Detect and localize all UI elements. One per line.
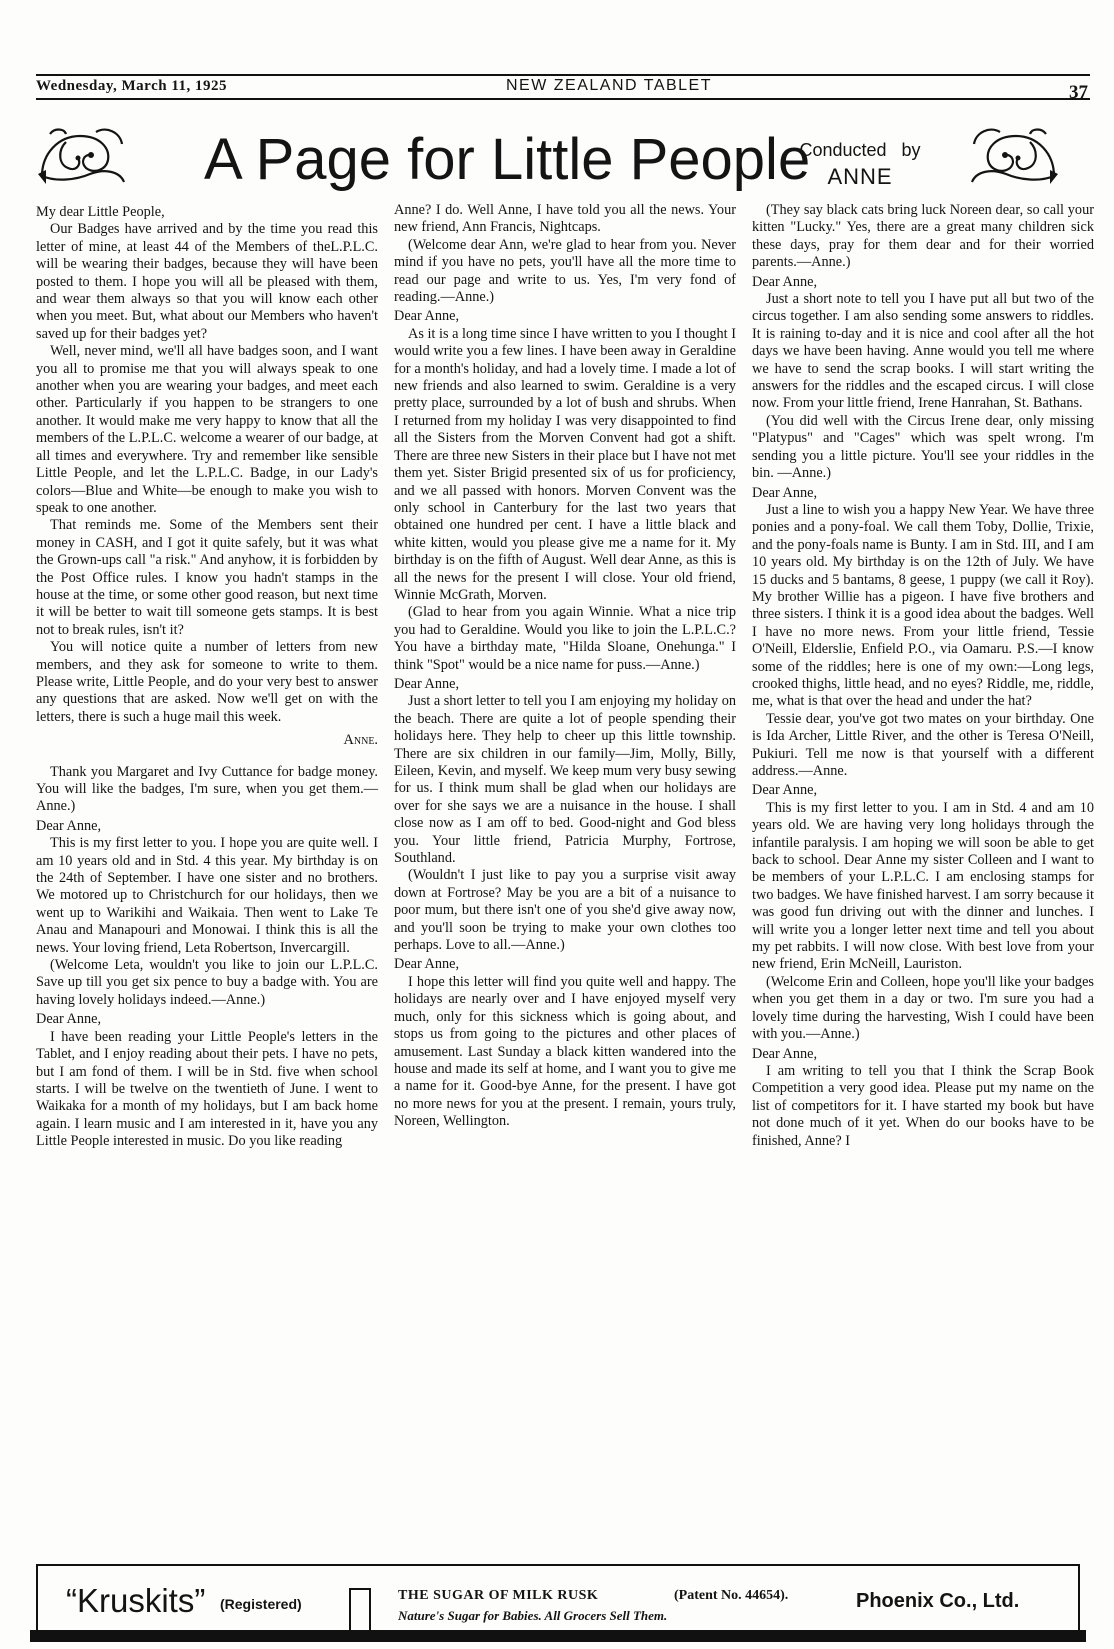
signature: Anne. — [343, 732, 378, 749]
paragraph: This is my first letter to you. I hope you are quite well. I am 10 years old and in Std. 4 this year. My birthday is on the 24th of September. I have one sister and no brothers. We motored up to Christchurch for our holidays, then we went up to Warikihi and Waikaia. Then went to Lake Te Anau and Manapouri and Monowai. I think this is all the news. Your loving friend, Leta Robertson, Invercargill. — [36, 835, 378, 956]
paragraph: I have been reading your Little People's letters in the Tablet, and I enjoy reading about their pets. I have no pets, but I am fond of them. I will be in Std. five when school starts. I will be twelve on the twentieth of June. I went to Waikaka for a month of my holidays, but I am back home again. I learn music and I am interested in it, have you any Little People interested in music. Do you like reading — [36, 1028, 378, 1150]
paragraph: Our Badges have arrived and by the time you read this letter of mine, at least 44 of the Members of theL.P.L.C. will be wearing their badges, because they will have been posted to them. I hope you will all be pleased with them, and wear them always so that you will know each other when you meet. But, what about our Members who haven't saved up for their badges yet? — [36, 221, 378, 342]
column-2 — [394, 202, 736, 1131]
salutation: Dear Anne, — [752, 1045, 818, 1062]
paragraph: As it is a long time since I have written to you I thought I would write you a few lines. I have been away in Geraldine for a month's holiday, and had a lovely time. I made a lot of new friends and also learned to swim. Geraldine is a very pretty place, surrounded by a lot of bush and shrubs. When I returned from my holiday I was very disappointed to find all the Sisters from the Morven Convent had got a shift. There are three new Sisters in their place but I have not met them yet. Sister Brigid presented six of us for proficiency, and we all passed with honors. Morven Convent was the only school in Canterbury for the last two years that obtained one hundred per cent. I have a little black and white kitten, would you please give me a name for it. My birthday is on the fifth of August. Well dear Anne, as this is all the news for the present I will close. Your old friend, Winnie McGrath, Morven. — [394, 325, 736, 603]
column-1 — [36, 202, 378, 1151]
paragraph: Tessie dear, you've got two mates on your birthday. One is Ida Archer, Little River, and the other is Teresa O'Neill, Pukiuri. Tell me now is that yourself with a different address.—Anne. — [752, 710, 1094, 779]
paragraph: (Glad to hear from you again Winnie. What a nice trip you had to Geraldine. Would you like to join the L.P.L.C.? You have a birthday mate, "Hilda Sloane, Onehunga." I think "Spot" would be a nice name for puss.—Anne.) — [394, 604, 736, 673]
paragraph: I am writing to tell you that I think the Scrap Book Competition a very good idea. Please put my name on the list of competitors for it. I have started my book but have not done much of it yet. When do our books have to be finished, Anne? I — [752, 1062, 1094, 1149]
ad-registered: (Registered) — [220, 1596, 302, 1612]
header-rule — [36, 98, 1090, 100]
paragraph: (Wouldn't I just like to pay you a surprise visit away down at Fortrose? May be you are a bit of a nuisance to poor mum, but there isn't one of you she'd give away now, and you'll soon be trying to make your own clothes too perhaps. Love to all.—Anne.) — [394, 867, 736, 954]
paragraph: (Welcome Erin and Colleen, hope you'll like your badges when you get them in a day or two. I'm sure you had a lovely time during the harvesting, Wish I could have been with you.—Anne.) — [752, 973, 1094, 1043]
conductor-name: ANNE — [827, 164, 893, 189]
paper-name: NEW ZEALAND TABLET — [506, 77, 712, 94]
issue-date: Wednesday, March 11, 1925 — [36, 78, 227, 94]
paragraph: (They say black cats bring luck Noreen dear, so call your kitten "Lucky." Yes, there are a great many children sick these days, pray for them dear and for their worried parents.—Anne.) — [752, 202, 1094, 271]
conducted-by-label: Conducted by — [799, 140, 921, 160]
paragraph: Thank you Margaret and Ivy Cuttance for badge money. You will like the badges, I'm sure, when you get them.—Anne.) — [36, 763, 378, 815]
salutation: Dear Anne, — [394, 956, 460, 973]
bottom-bar — [30, 1630, 1086, 1642]
top-rule — [36, 74, 1090, 76]
paragraph: Anne? I do. Well Anne, I have told you all the news. Your new friend, Ann Francis, Nightcaps. — [394, 202, 736, 236]
advertisement — [36, 1564, 1080, 1636]
paragraph: (You did well with the Circus Irene dear, only missing "Platypus" and "Cages" which was spelt wrong. I'm sending you a little picture. You'll see your riddles in the bin. —Anne.) — [752, 412, 1094, 482]
salutation: Dear Anne, — [752, 273, 818, 290]
salutation: Dear Anne, — [394, 675, 460, 692]
ad-patent: (Patent No. 44654). — [674, 1588, 789, 1603]
paragraph: Just a line to wish you a happy New Year. We have three ponies and a pony-foal. We call them Toby, Dollie, Trixie, and the pony-foals name is Bunty. I am in Std. III, and I am 10 years old. My birthday is on the 12th of July. We have 15 ducks and 5 bantams, 8 geese, 1 puppy (we call it Roy). My brother Willie has a pigeon. I have five brothers and three sisters. I think it is a good idea about the badges. Well I have no more news. From your little friend, Tessie O'Neill, Elderslie, Enfield P.O., via Oamaru. P.S.—I know some of the riddles; here is one of my own:—Long legs, crooked thighs, little head, and no eyes? Riddle, me, riddle, me, what is that over the head and under the hat? — [752, 501, 1094, 710]
paragraph: This is my first letter to you. I am in Std. 4 and am 10 years old. We are having very long holidays through the infantile paralysis. I am hoping we will soon be able to get back to school. Dear Anne my sister Colleen and I want to be members of your L.P.L.C. I am enclosing stamps for two badges. We have finished harvest. I am sorry because it was good fun driving out with the dinner and lunches. I will write you a longer letter next time and tell you about my pet rabbits. I will now close. With best love from your new friend, Erin McNeill, Lauriston. — [752, 799, 1094, 973]
salutation: Dear Anne, — [752, 484, 818, 501]
paragraph: (Welcome Leta, wouldn't you like to join our L.P.L.C. Save up till you get six pence to buy a badge with. You are having lovely holidays indeed.—Anne.) — [36, 957, 378, 1008]
paragraph: I hope this letter will find you quite well and happy. The holidays are nearly over and I have enjoyed myself very much, only for this sickness which is going about, and stops us from going to the pictures and other places of amusement. Last Sunday a black kitten wandered into the house and made its self at home, and I want you to give me a name for it. Good-bye Anne, for the present. I have got no more news for you at the present. I remain, yours truly, Noreen, Wellington. — [394, 973, 736, 1130]
ad-brand: “Kruskits” — [66, 1582, 206, 1619]
paragraph: That reminds me. Some of the Members sent their money in CASH, and I got it quite safely, but it was what the Grown-ups call "a risk." And anyhow, it is forbidden by the Post Office rules. I know you hadn't stamps in the house at the time, or some other good reason, but next time it will be better to wait till someone gets stamps. It is best not to break rules, isn't it? — [36, 517, 378, 638]
ad-company: Phoenix Co., Ltd. — [856, 1590, 1020, 1612]
page-title: A Page for Little People — [204, 127, 811, 192]
salutation: Dear Anne, — [36, 1011, 102, 1028]
salutation: Dear Anne, — [752, 782, 818, 799]
paragraph: Just a short letter to tell you I am enjoying my holiday on the beach. There are quite a lot of people spending their holidays here. They help to cheer up this little township. There are six children in our family—Jim, Molly, Billy, Eileen, Kevin, and myself. We keep mum very busy sewing for us. I think mum shall be glad when our holidays are over for she says we are a nuisance in the house. I shall close now as I am off to bed. Good-night and God bless you. Your little friend, Patricia Murphy, Fortrose, Southland. — [394, 693, 736, 867]
column-3 — [752, 202, 1094, 1150]
page-number: 37 — [1069, 82, 1088, 103]
scroll-ornament-icon — [966, 124, 1060, 190]
salutation: Dear Anne, — [36, 817, 102, 834]
scroll-ornament-icon — [36, 124, 130, 190]
ad-tagline: Nature's Sugar for Babies. All Grocers Sell Them. — [398, 1608, 668, 1623]
salutation: My dear Little People, — [36, 204, 165, 220]
ad-product: THE SUGAR OF MILK RUSK — [398, 1588, 599, 1603]
paragraph: Well, never mind, we'll all have badges soon, and I want you all to promise me that you will always speak to one another when you are wearing your badges, and meet each other. Particularly if you happen to be strangers to one another. It would make me very happy to know that all the members of the L.P.L.C. welcome a wearer of our badge, at all times and everywhere. Try and remember like sensible Little People, and let the L.P.L.C. Badge, in our Lady's colors—Blue and White—be enough to make you wish to speak to one another. — [36, 343, 378, 516]
paragraph: (Welcome dear Ann, we're glad to hear from you. Never mind if you have no pets, you'll have all the more time to read our page and write to us. Yes, I'm very fond of reading.—Anne.) — [394, 236, 736, 306]
ad-divider-box — [349, 1588, 371, 1630]
paragraph: Just a short note to tell you I have put all but two of the circus together. I am also sending some answers to riddles. It is raining to-day and it is nice and cool after all the hot days we have been having. Anne would you tell me where we have to send the scrap books. I will start writing the answers for the riddles and the escaped circus. I will close now. From your little friend, Irene Hanrahan, St. Bathans. — [752, 291, 1094, 412]
salutation: Dear Anne, — [394, 308, 460, 325]
conducted-by — [770, 138, 950, 192]
running-header — [36, 77, 1090, 103]
paragraph: You will notice quite a number of letters from new members, and they ask for someone to write to them. Please write, Little People, and do your very best to answer any questions that are asked. Now we'll get on with the letters, there is such a huge mail this week. — [36, 639, 378, 725]
